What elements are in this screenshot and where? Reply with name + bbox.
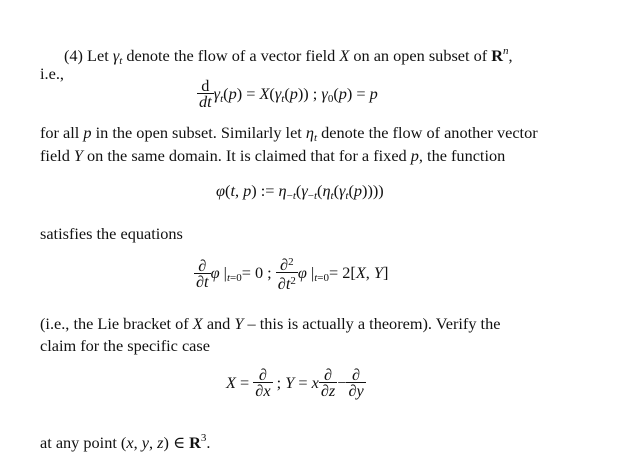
eq3-frac1 bbox=[194, 255, 211, 291]
eq1-den: dt bbox=[199, 92, 212, 111]
eq4-frac-z bbox=[319, 367, 337, 399]
eq3-den1: ∂t bbox=[196, 271, 209, 291]
eq3-den2: $\partial t^2$ bbox=[277, 274, 296, 293]
eq4-den-z: ∂z bbox=[320, 381, 336, 400]
para2-line2: field Y on the same domain. It is claimed that for a fixed p, the function bbox=[40, 146, 506, 165]
eq3-frac2 bbox=[276, 255, 298, 292]
para3: satisfies the equations bbox=[40, 224, 183, 243]
eq4-den-y: ∂y bbox=[348, 381, 364, 400]
eq4-num-x: ∂ bbox=[253, 367, 272, 383]
para1-line2: i.e., bbox=[40, 64, 64, 83]
equation-1 bbox=[197, 78, 378, 110]
para4-line2: claim for the specific case bbox=[40, 336, 210, 355]
eq3-mid2: φ $|_{t=0}= 2[X$, Y] bbox=[297, 263, 389, 284]
para1-mid2: on an open subset of bbox=[349, 46, 492, 65]
eq4-frac-x bbox=[253, 367, 272, 399]
para2-line1: for all p in the open subset. Similarly let $\eta_t$ denote the flow of another vector bbox=[40, 123, 538, 144]
equation-2: φ(t, p) := $\eta_{-t}(\gamma_{-t}(\eta_t(\gamma_t(p))))$ bbox=[216, 181, 384, 202]
para5: at any point (x, y, z) ∈ $R^3$. bbox=[40, 432, 211, 452]
eq1-rest: $\gamma_t(p) = X(\gamma_t(p))$ ; $\gamma_0(p) = p$ bbox=[213, 83, 378, 105]
eq1-fraction bbox=[197, 78, 214, 110]
para1-line1: (4) Let $\gamma_t$ denote the flow of a vector field X on an open subset of $R^n$, bbox=[64, 45, 513, 67]
eq4-minus: − bbox=[337, 373, 347, 392]
eq4-num-z: ∂ bbox=[319, 367, 337, 383]
equation-3 bbox=[194, 255, 388, 292]
eq3-num2: ∂$^2$ bbox=[276, 255, 298, 273]
para1-mid: denote the flow of a vector field bbox=[122, 46, 340, 65]
eq4-frac-y bbox=[346, 367, 365, 399]
para4-line1: (i.e., the Lie bracket of X and Y – this is actually a theorem). Verify the bbox=[40, 314, 501, 333]
eq4-num-y: ∂ bbox=[346, 367, 365, 383]
eq4-den-x: ∂x bbox=[255, 381, 271, 400]
eq1-num: d bbox=[197, 78, 214, 94]
eq3-mid1: φ $|_{t=0}= 0$ ; bbox=[210, 263, 276, 284]
eq3-num1: ∂ bbox=[194, 258, 211, 274]
eq4-lhs: X = bbox=[226, 373, 254, 392]
eq4-sep: ; Y = x bbox=[272, 373, 319, 392]
equation-4 bbox=[226, 367, 366, 399]
para1-prefix: (4) Let bbox=[64, 46, 113, 65]
